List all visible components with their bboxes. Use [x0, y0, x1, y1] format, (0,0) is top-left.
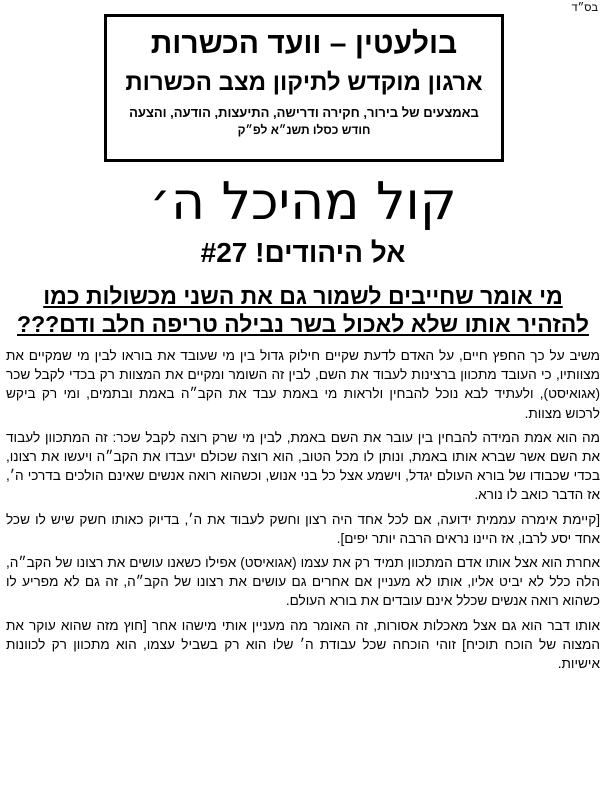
issue-title: אל היהודים! #27	[200, 237, 406, 268]
masthead-means: באמצעים של בירור, חקירה ודרישה, התיעצות, הודעה, והצעה	[129, 105, 479, 120]
masthead-title: בולעטין – וועד הכשרות	[150, 27, 458, 60]
masthead-subtitle: ארגון מוקדש לתיקון מצב הכשרות	[125, 69, 483, 96]
masthead-box	[104, 14, 504, 162]
masthead-date: חודש כסלו תשנ״א לפ״ק	[237, 123, 371, 137]
paragraph-2: מה הוא אמת המידה להבחין בין עובר את השם באמת, לבין מי שרק רוצה לקבל שכר: זה המתכוון לעבוד את השם אשר שברא אותו באמת, ונותן לו מכל הטוב, הוא רוצה שכולם יעבדו את הקב״ה ויעשו את רצונו, בכדי שכבודו של בורא העולם יגדל, וישמע אצל כל בני אנוש, וכשהוא רואה אנשים שאינם הולכים בדרכי ה׳, אז הדבר כואב לו נורא.	[6, 429, 600, 503]
question-heading	[6, 282, 600, 338]
paragraph-3: [קיימת אימרה עממית ידועה, אם לכל אחד היה רצון וחשק לעבוד את ה׳, בדיוק כאותו חשק שיש לו שכל אחד יסע לרבו, אז היינו נראים הרבה יותר יפים].	[6, 511, 600, 546]
main-title: קול מהיכל ה׳	[149, 172, 457, 232]
article-body	[6, 346, 600, 678]
paragraph-4: אחרת הוא אצל אותו אדם המתכוון תמיד רק את עצמו (אגואיסט) אפילו כשאנו עושים את רצונו של הקב״ה, הלה כלל לא יביט אליו, אותו לא מעניין אם אחרים גם עושים את רצונו של הקב״ה, זה גם לא מפריע לו כשהוא רואה אנשים שכלל אינם עובדים את בורא העולם.	[6, 555, 600, 609]
question-line-2: להזהיר אותו שלא לאכול בשר נבילה טריפה חלב ודם???	[17, 311, 589, 337]
corner-mark: בס״ד	[571, 2, 598, 14]
paragraph-1: משיב על כך החפץ חיים, על האדם לדעת שקיים חילוק גדול בין מי שעובד את בוראו לבין מי שמקיים את מצוותיו, כי העובד מתכוון ברצינות לעבוד את השם, לבין זה השומר ומקיים את המצוות רק בכדי לקבל שכר (אגואיסט), ולעתיד לבא נוכל להבחין ולראות מי באמת עבד את הקב״ה באמת ובתמים, ומי רק ביקש לרכוש מצוות.	[6, 348, 600, 421]
paragraph-5: אותו דבר הוא גם אצל מאכלות אסורות, זה האומר מה מעניין אותי מישהו אחר [חוץ מזה שהוא עוקר את המצוה של הוכח תוכיח] זוהי הוכחה שכל עבודת ה׳ שלו הוא רק בשביל עצמו, הוא מתכוון רק לכוונות אישיות.	[6, 617, 600, 672]
question-line-1: מי אומר שחייבים לשמור גם את השני מכשולות כמו	[43, 283, 563, 309]
